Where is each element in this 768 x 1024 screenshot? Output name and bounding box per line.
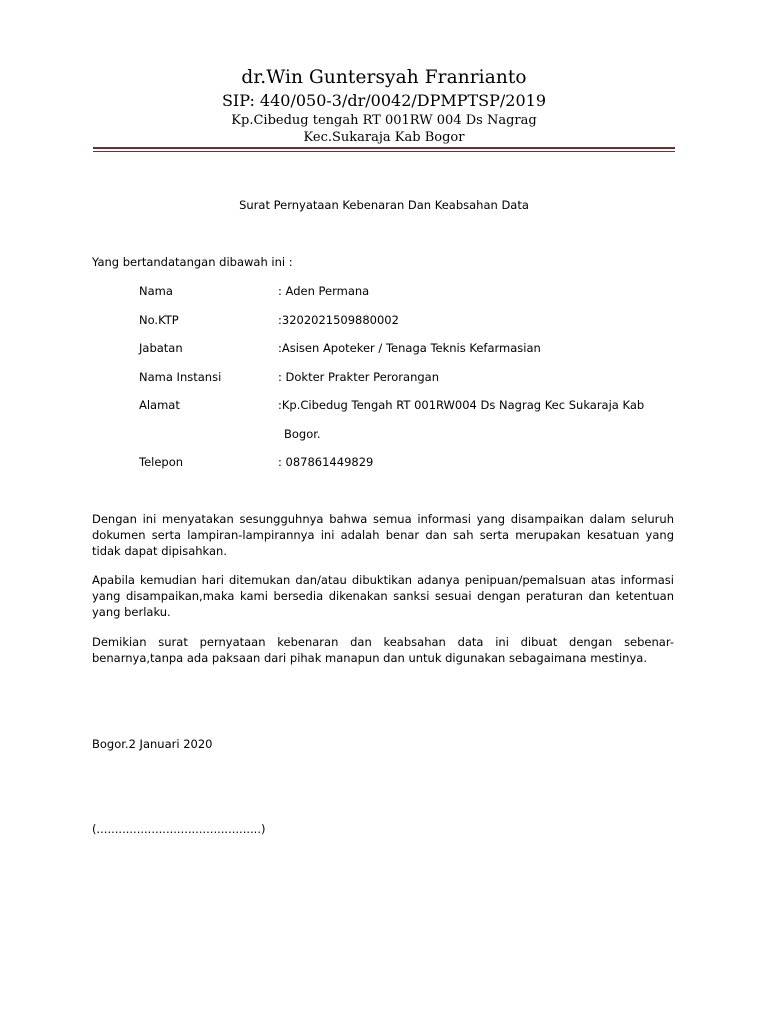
field-label-jabatan: Jabatan	[139, 341, 183, 355]
place-date: Bogor.2 Januari 2020	[92, 737, 213, 751]
field-value-ktp: :3202021509880002	[278, 313, 399, 327]
field-label-instansi: Nama Instansi	[139, 370, 222, 384]
field-value-jabatan: :Asisen Apoteker / Tenaga Teknis Kefarmasian	[278, 341, 541, 355]
paragraph-statement: Dengan ini menyatakan sesungguhnya bahwa semua informasi yang disampaikan dalam seluruh dokumen serta lampiran-lampirannya ini adalah benar dan sah serta merupakan kesatuan yang tidak dapat dipisahkan.	[92, 512, 674, 558]
license-number: SIP: 440/050-3/dr/0042/DPMPTSP/2019	[221, 91, 547, 110]
field-value-alamat-cont: Bogor.	[284, 427, 321, 441]
document-title: Surat Pernyataan Kebenaran Dan Keabsahan Data	[239, 198, 529, 212]
field-value-telepon: : 087861449829	[278, 455, 374, 469]
signature-line: (.............................................)	[92, 822, 266, 836]
field-label-telepon: Telepon	[139, 455, 184, 469]
address-line-2: Kec.Sukaraja Kab Bogor	[303, 130, 465, 145]
field-value-nama: : Aden Permana	[278, 284, 370, 298]
letterhead-divider-thin	[93, 151, 675, 152]
letterhead-divider-thick	[93, 147, 675, 149]
field-label-nama: Nama	[139, 284, 173, 298]
field-label-alamat: Alamat	[139, 398, 180, 412]
field-value-alamat: :Kp.Cibedug Tengah RT 001RW004 Ds Nagrag Kec Sukaraja Kab	[278, 398, 645, 412]
address-line-1: Kp.Cibedug tengah RT 001RW 004 Ds Nagrag	[231, 113, 537, 128]
field-label-ktp: No.KTP	[139, 313, 179, 327]
doctor-name: dr.Win Guntersyah Franrianto	[241, 67, 527, 88]
paragraph-closing: Demikian surat pernyataan kebenaran dan keabsahan data ini dibuat dengan sebenar-benarnya,tanpa ada paksaan dari pihak manapun dan untuk digunakan sebagaimana mestinya.	[92, 635, 674, 665]
intro-text: Yang bertandatangan dibawah ini :	[92, 255, 293, 269]
letterhead	[0, 66, 768, 146]
field-value-instansi: : Dokter Prakter Perorangan	[278, 370, 439, 384]
paragraph-sanction: Apabila kemudian hari ditemukan dan/atau dibuktikan adanya penipuan/pemalsuan atas informasi yang disampaikan,maka kami bersedia dikenakan sanksi sesuai dengan peraturan dan ketentuan yang berlaku.	[92, 573, 674, 619]
